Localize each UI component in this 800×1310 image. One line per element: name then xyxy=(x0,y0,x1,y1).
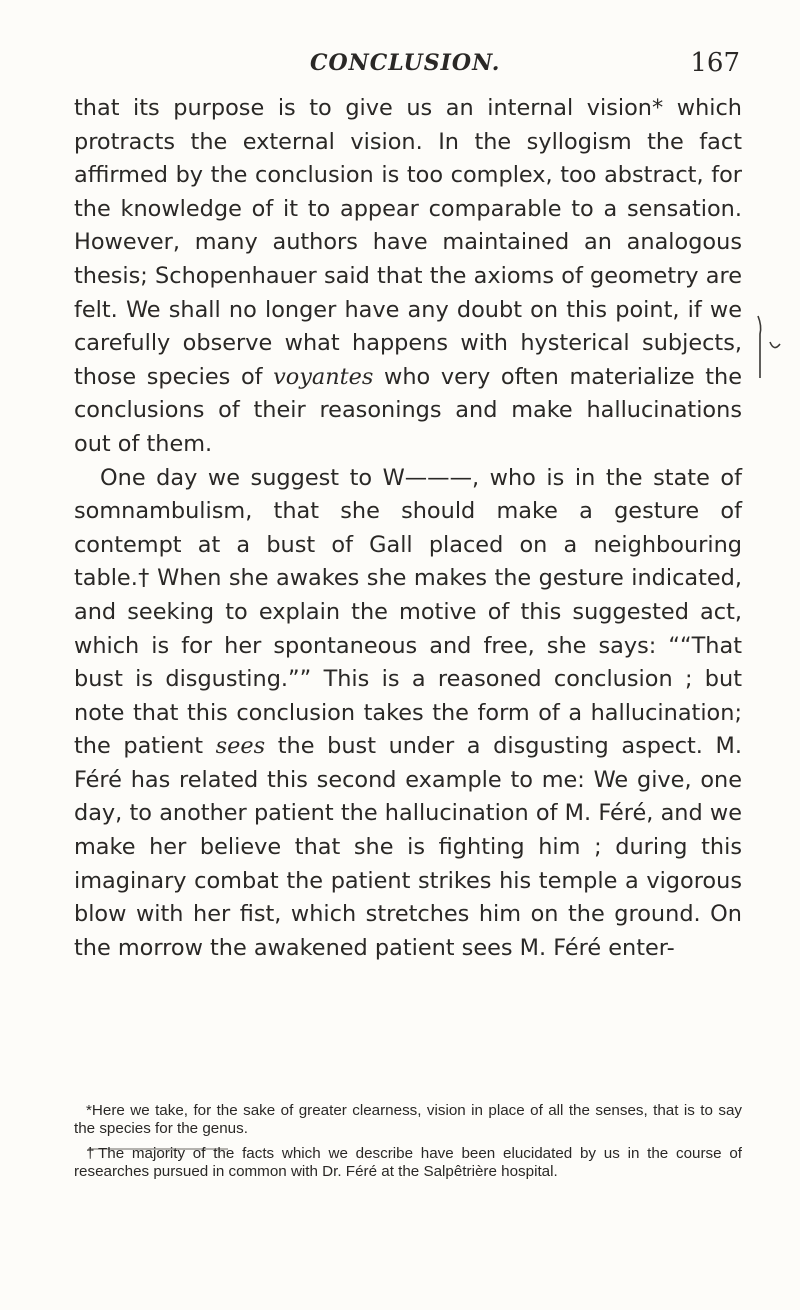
paragraph-1-text-b: who very often materialize the conclusions of their reasonings and make hallucinations out of them. xyxy=(74,363,742,457)
footnote-2: †The majority of the facts which we describe have been elucidated by us in the course of researches pursued in common with Dr. Féré at the Salpêtrière hospital. xyxy=(74,1145,742,1180)
page-header xyxy=(300,50,740,90)
footnote-1: *Here we take, for the sake of greater clearness, vision in place of all the senses, that is to say the species for the genus. xyxy=(74,1102,742,1137)
paragraph-2-emphasis: sees xyxy=(215,733,266,760)
paragraph-1 xyxy=(74,92,742,462)
paragraph-2 xyxy=(74,462,742,966)
page-number: 167 xyxy=(690,48,740,78)
margin-mark-icon xyxy=(754,312,784,382)
running-head: CONCLUSION. xyxy=(310,50,501,76)
footnotes xyxy=(74,1102,742,1188)
paragraph-1-text-a: that its purpose is to give us an internal vision* which protracts the external vision. In the syllogism the fact affirmed by the conclusion is too complex, too abstract, for the knowledge of it to appear comparable to a sensation. However, many authors have maintained an analogous thesis; Schopenhauer said that the axioms of geometry are felt. We shall no longer have any doubt on this point, if we carefully observe what happens with hysterical subjects, those species of xyxy=(74,95,742,390)
paragraph-1-emphasis: voyantes xyxy=(273,363,374,390)
paragraph-2-text-b: the bust under a disgusting aspect. M. Féré has related this second example to me: We give, one day, to another patient the hallucination of M. Féré, and we make her believe that she is fighting him ; during this imaginary combat the patient strikes his temple a vigorous blow with her fist, which stretches him on the ground. On the morrow the awakened patient sees M. Féré enter- xyxy=(74,733,742,961)
paragraph-2-text-a: One day we suggest to W———, who is in the state of somnambulism, that she should make a gesture of contempt at a bust of Gall placed on a neighbouring table.† When she awakes she makes the gesture indicated, and seeking to explain the motive of this suggested act, which is for her spontaneous and free, she says: ““That bust is disgusting.”” This is a reasoned conclusion ; but note that this conclusion takes the form of a hallucination; the patient xyxy=(74,464,742,760)
body-text xyxy=(74,92,742,965)
